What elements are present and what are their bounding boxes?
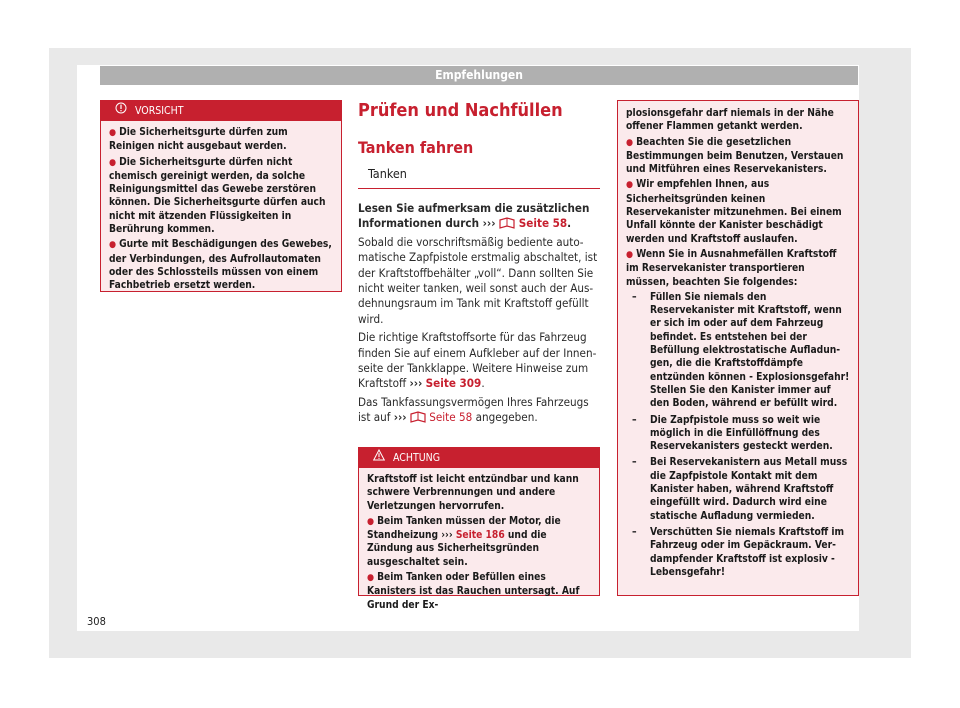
intro-paragraph: Lesen Sie aufmerksam die zusätzlichen Informationen durch ››› Seite 58. [358,201,590,231]
book-icon [499,216,515,230]
achtung-box [358,447,600,611]
achtung-label: ACHTUNG [393,452,441,464]
page-number: 308 [87,615,106,628]
page-58-link[interactable]: Seite 58 [429,410,473,425]
continued-item: ● Wir empfehlen Ihnen, aus Sicherheitsgründen keinen Reservekanister mitzunehmen. Bei einem Unfall könnte der Kanister beschädigt werden und Kraftstoff auslaufen. [626,179,842,245]
page-309-link[interactable]: Seite 309 [425,376,482,391]
achtung-item: ● Beim Tanken müssen der Motor, die Standheizung ››› Seite 186 und die Zündung aus Sicherheitsgründen ausgeschaltet sein. [367,515,561,568]
section-subsubtitle: Tanken [368,166,407,181]
exclamation-circle-icon [115,101,127,121]
vorsicht-item: ● Die Sicherheitsgurte dürfen zum Reinigen nicht ausgebaut werden. [109,127,288,153]
continued-subitem: – Die Zapfpistole muss so weit wie möglich in die Einfüllöffnung des Reservekanisters gesteckt werden. [632,414,833,453]
warning-triangle-icon [373,448,385,468]
vorsicht-item: ● Die Sicherheitsgurte dürfen nicht chemisch gereinigt werden, da solche Reinigungsmittel das Gewebe zerstören können. Die Sicherheitsgurte dürfen auch nicht mit ätzenden Flüssigkeiten in Berührung kommen. [109,156,326,236]
continued-intro: plosionsgefahr darf niemals in der Nähe offener Flammen getankt werden. [626,108,834,133]
paragraph-2: Die richtige Kraftstoffsorte für das Fahrzeug finden Sie auf einem Aufkleber auf der Innenseite der Tankklappe. Weitere Hinweise zum Kraftstoff ››› Seite 309. [358,330,597,391]
paragraph-3: Das Tankfassungsvermögen Ihres Fahrzeugs ist auf ››› Seite 58 angegeben. [358,394,589,425]
page-186-link[interactable]: Seite 186 [455,530,505,542]
vorsicht-item: ● Gurte mit Beschädigungen des Gewebes, der Verbindungen, des Aufrollautomaten oder des Schlossteils müssen von einem Fachbetrieb ersetzt werden. [109,239,332,292]
achtung-item: ● Beim Tanken oder Befüllen eines Kanisters ist das Rauchen untersagt. Auf Grund der Ex- [367,572,580,611]
achtung-continued-box [617,100,859,596]
continued-item: ● Wenn Sie in Ausnahmefällen Kraftstoff im Reservekanister transportieren müssen, beachten Sie folgendes: [626,248,837,288]
page-58-link[interactable]: Seite 58 [518,216,568,231]
page-header: Empfehlungen [100,66,858,85]
achtung-intro: Kraftstoff ist leicht entzündbar und kann schwere Verbrennungen und andere Verletzungen hervorrufen. [367,474,579,512]
continued-subitem: – Verschütten Sie niemals Kraftstoff im Fahrzeug oder im Gepäckraum. Verdampfender Kraftstoff ist explosiv - Lebensgefahr! [632,526,845,578]
vorsicht-box [100,100,342,292]
section-subtitle: Tanken fahren [358,138,474,157]
continued-subitem: – Bei Reservekanistern aus Metall muss die Zapfpistole Kontakt mit dem Kanister haben, während Kraftstoff eingefüllt wird. Dadurch wird eine statische Aufladung vermieden. [632,457,848,522]
main-column [358,100,600,429]
paragraph-1: Sobald die vorschriftsmäßig bediente automatische Zapfpistole erstmalig abschaltet, ist der Kraftstoffbehälter „voll“. Dann sollten Sie nicht weiter tanken, weil sonst auch der Ausdehnungsraum im Tank mit Kraftstoff gefüllt wird. [358,234,598,326]
book-icon [410,410,426,424]
continued-item: ● Beachten Sie die gesetzlichen Bestimmungen beim Benutzen, Verstauen und Mitführen eines Reservekanisters. [626,136,844,176]
vorsicht-label: VORSICHT [135,105,184,117]
section-title: Prüfen und Nachfüllen [358,100,563,121]
continued-subitem: – Füllen Sie niemals den Reservekanister mit Kraftstoff, wenn er sich im oder auf dem Fahrzeug befindet. Es entstehen bei der Befüllung elektrostatische Aufladungen, die die Kraftstoffdämpfe entzünden können - Explosionsgefahr! Stellen Sie den Kanister immer auf den Boden, während er befüllt wird. [632,291,850,410]
